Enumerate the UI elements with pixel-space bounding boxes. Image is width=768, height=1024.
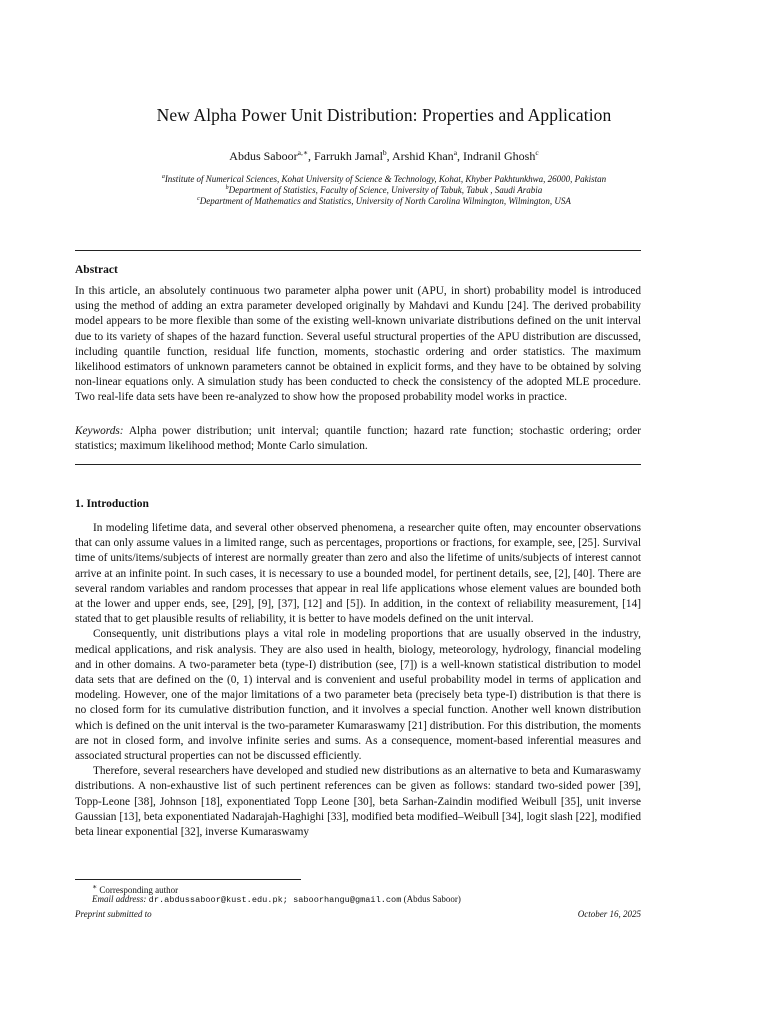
preprint-note: Preprint submitted to: [75, 909, 152, 919]
affiliation: [0, 185, 768, 195]
author-name: Arshid Khan: [392, 149, 454, 163]
footnote-email-addresses[interactable]: dr.abdussaboor@kust.edu.pk; saboorhangu@gmail.com: [148, 895, 402, 905]
body-paragraph: Consequently, unit distributions plays a vital role in modeling proportions that are usually observed in the industry, medical applications, and risk analysis. They are also used in health, biology, meteorology, hydrology, financial modeling and in other domains. A two-parameter beta (type-I) distribution (see, [7]) is a well-known statistical distribution to model data sets that are defined on the (0, 1) interval and is convenient and useful probability model in terms of application and modeling. However, one of the major limitations of a two parameter beta (precisely beta type-I) distribution is that there is no closed form for its cumulative distribution function, and it involves a special function. Another well known distribution which is defined on the unit interval is the two-parameter Kumaraswamy [21] distribution. For this distribution, the moments are not in closed form, and involve infinite series and sums. As a consequence, moment-based inferential measures and associated structural properties can not be discussed efficiently.: [75, 628, 641, 763]
footnote-email-owner: (Abdus Saboor): [403, 894, 461, 904]
abstract-top-rule: [75, 250, 641, 251]
abstract-heading: Abstract: [75, 264, 118, 276]
author-mark: a: [453, 148, 458, 157]
paper-title: New Alpha Power Unit Distribution: Properties and Application: [156, 105, 612, 125]
keywords: [75, 424, 641, 454]
introduction-body: [75, 521, 641, 840]
author-name: Indranil Ghosh: [463, 149, 536, 163]
affiliation: [0, 196, 768, 206]
author-mark: a,∗: [297, 148, 308, 157]
keywords-text: Alpha power distribution; unit interval; quantile function; hazard rate function; stochastic ordering; order statistics; maximum likelihood method; Monte Carlo simulation.: [75, 425, 642, 453]
author-separator: ,: [307, 149, 314, 163]
author-separator: ,: [457, 149, 464, 163]
author-name: Abdus Saboor: [229, 149, 298, 163]
author-name: Farrukh Jamal: [313, 149, 383, 163]
affiliation: [0, 174, 768, 184]
footnote-email: [92, 894, 461, 905]
affiliation-text: Department of Mathematics and Statistics, University of North Carolina Wilmington, Wilmington, USA: [199, 196, 571, 206]
footnote-rule: [75, 879, 301, 880]
section-heading: 1. Introduction: [75, 498, 149, 510]
affiliation-mark: b: [225, 185, 229, 191]
abstract-text: In this article, an absolutely continuous two parameter alpha power unit (APU, in short) probability model is introduced using the method of adding an extra parameter developed originally by Mahdavi and Kundu [24]. The derived probability model appears to be more flexible than some of the existing well-known univariate distributions defined on the unit interval due to its variety of shapes of the hazard function. Several useful structural properties of the APU distribution are discussed, including quantile function, residual life function, moments, stochastic ordering and order statistics. The maximum likelihood estimators of unknown parameters cannot be obtained in explicit forms, and they have to be obtained by solving non-linear equations only. A simulation study has been conducted to check the consistency of the adopted MLE procedure. Two real-life data sets have been re-analyzed to show how the proposed probability model works in practice.: [75, 285, 641, 404]
affiliation-text: Department of Statistics, Faculty of Science, University of Tabuk, Tabuk , Saudi Arabia: [228, 185, 543, 195]
abstract-bottom-rule: [75, 464, 641, 465]
preprint-date: October 16, 2025: [577, 909, 641, 919]
footnote-mark: ∗: [92, 882, 98, 891]
author-separator: ,: [386, 149, 393, 163]
author-mark: c: [535, 148, 539, 157]
affiliation-mark: c: [197, 196, 200, 202]
affiliation-text: Institute of Numerical Sciences, Kohat University of Science & Technology, Kohat, Khyber Pakhtunkhwa, 26000, Pakistan: [164, 174, 607, 184]
author-list: [0, 148, 768, 164]
footnote-corresponding-text: Corresponding author: [99, 885, 179, 895]
footnote-email-label: Email address:: [92, 894, 147, 904]
affiliation-mark: a: [161, 174, 165, 180]
keywords-label: Keywords:: [75, 425, 124, 437]
body-paragraph: In modeling lifetime data, and several other observed phenomena, a researcher quite often, may encounter observations that can only assume values in a limited range, such as percentages, proportions or fractions, for example, see, [25]. Survival time of units/items/subjects of interest are normally greater than zero and also the lifetime of units/subjects of interest cannot arrive at an infinite point. In such cases, it is necessary to use a bounded model, for pertinent details, see, [2], [40]. There are several random variables and random processes that appear in real life applications whose element values are bounded both at the lower and upper ends, see, [29], [9], [37], [12] and [5]). In addition, in the context of reliability measurement, [14] stated that to get plausible results of reliability, it is better to have models defined on the unit interval.: [75, 522, 641, 626]
body-paragraph: Therefore, several researchers have developed and studied new distributions as an alternative to beta and Kumaraswamy distributions. A non-exhaustive list of such pertinent references can be given as follows: standard two-sided power [39], Topp-Leone [38], Johnson [18], exponentiated Topp Leone [30], beta Sarhan-Zaindin modified Weibull [35], unit inverse Gaussian [13], beta exponentiated Nadarajah-Haghighi [33], modified beta modified–Weibull [34], logit slash [22], modified beta linear exponential [32], inverse Kumaraswamy: [75, 765, 641, 839]
author-mark: b: [382, 148, 387, 157]
